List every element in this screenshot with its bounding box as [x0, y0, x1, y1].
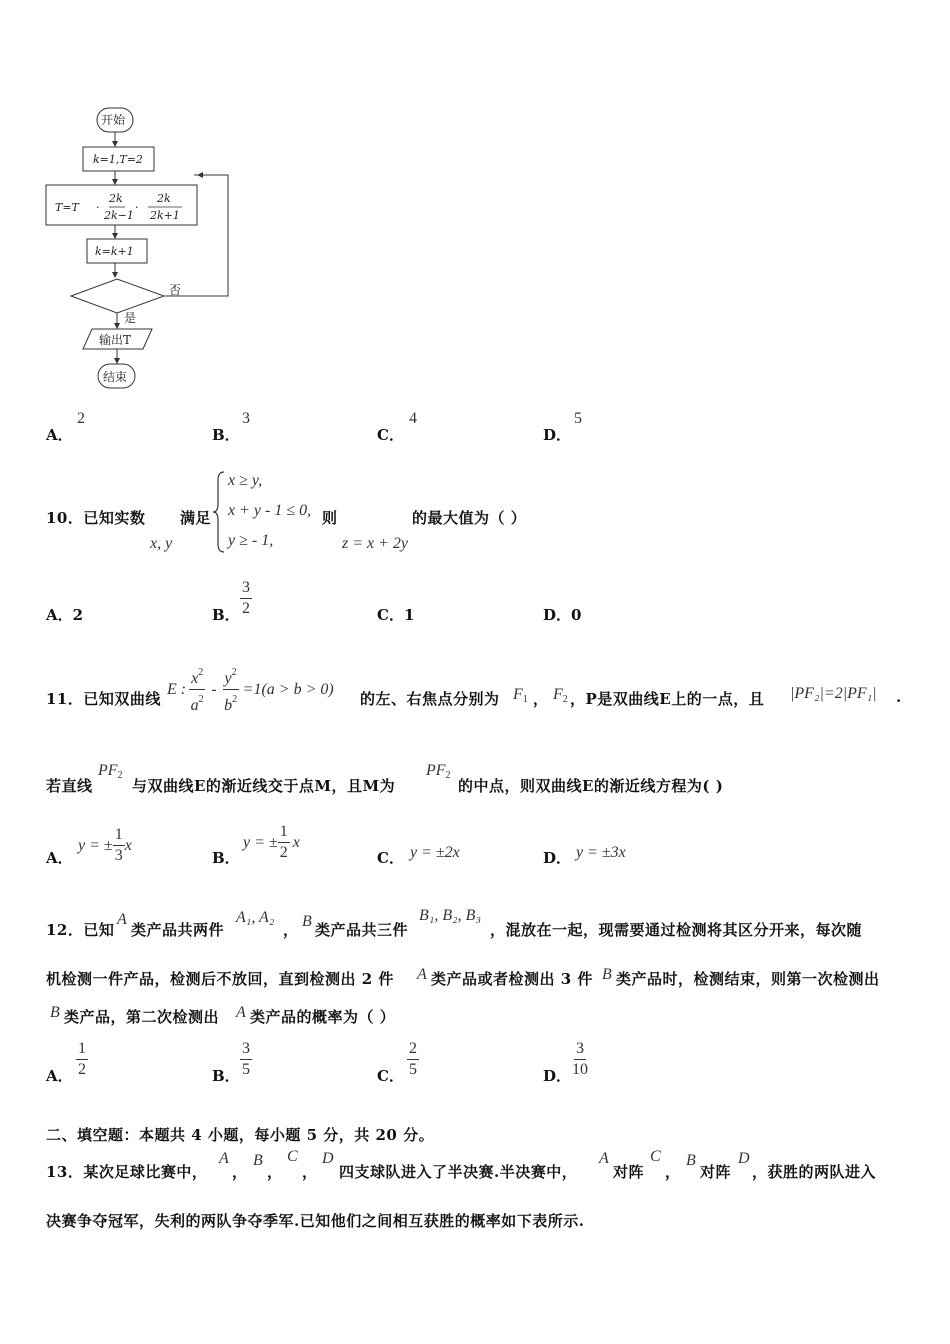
q11-option-d: D． — [543, 849, 572, 867]
flow-output-label: 输出T — [99, 333, 132, 347]
q12-text2: 类产品共两件 — [131, 921, 225, 939]
svg-text:·: · — [96, 201, 100, 214]
q12-line3-bvar: B — [50, 1004, 60, 1021]
q13-sep3: ， — [302, 1163, 318, 1181]
q13-stem: 13．某次足球比赛中， — [46, 1163, 208, 1181]
q12-text4: ，混放在一起，现需要通过检测将其区分开来，每次随 — [490, 921, 863, 939]
q12-option-a-frac: $\frac{1}{2}$ — [78, 1040, 86, 1078]
q12-b-items: B₁, B₂, B₃ — [419, 907, 482, 924]
q11-stem: 11．已知双曲线 — [46, 690, 161, 708]
flow-num1: 2k — [109, 192, 123, 205]
flow-start-label: 开始 — [101, 113, 126, 127]
q11-option-d-expr: y = ±3x — [576, 844, 626, 861]
q13-sep4: ， — [665, 1163, 681, 1181]
flow-den1: 2k−1 — [104, 209, 134, 222]
q12-line2-a: 机检测一件产品，检测后不放回，直到检测出 2 件 — [46, 970, 394, 988]
flow-no-label: 否 — [169, 283, 182, 297]
q12-option-d-frac: $\frac{3}{10}$ — [572, 1040, 588, 1078]
q10-option-c: C．1 — [377, 606, 415, 624]
q12-line2-avar: A — [417, 966, 427, 983]
q13-sep2: ， — [267, 1163, 283, 1181]
q9-option-b-value: 3 — [242, 410, 250, 427]
q9-option-b: B． — [212, 426, 240, 444]
flow-decision — [71, 279, 164, 313]
flow-yes-label: 是 — [124, 311, 137, 325]
q12-text3: 类产品共三件 — [315, 921, 409, 939]
q11-equation: E : $\frac{x^2}{a^2}$ - $\frac{y^2}{b^2}$ =1(a > b > 0) — [167, 663, 334, 716]
q11-option-b-expr: y = ± $\frac{1}{2}$ x — [243, 823, 300, 861]
q9-option-c-value: 4 — [409, 410, 417, 427]
q10-option-b-frac: $\frac{3}{2}$ — [242, 579, 250, 617]
flow-increment-label: k=k+1 — [95, 245, 134, 258]
q12-option-d: D． — [543, 1067, 572, 1085]
q12-option-a: A． — [46, 1067, 73, 1085]
q11-option-a-expr: y = ± $\frac{1}{3}$ x — [78, 826, 132, 864]
q12-b: B — [302, 913, 312, 930]
q11-option-c-expr: y = ±2x — [410, 844, 460, 861]
svg-text:·: · — [135, 201, 139, 214]
q12-option-b: B． — [212, 1067, 240, 1085]
q11-option-b: B． — [212, 849, 240, 867]
q9-option-d: D． — [543, 426, 572, 444]
q10-text1: 已知实数 — [83, 509, 146, 527]
q11-pf2-a: $PF_2$ — [98, 762, 123, 781]
q10-option-a: A．2 — [46, 606, 84, 624]
q13-team-a: A — [219, 1150, 229, 1167]
q10-target: z = x + 2y — [342, 535, 409, 552]
q11-comma: ， — [533, 690, 549, 708]
q13-line2: 决赛争夺冠军，失利的两队争夺季军.已知他们之间相互获胜的概率如下表所示. — [46, 1212, 585, 1230]
q13-team-a2: A — [599, 1150, 609, 1167]
q11-option-c: C． — [377, 849, 404, 867]
flow-den2: 2k+1 — [150, 209, 180, 222]
flow-num2: 2k — [157, 192, 171, 205]
q11-f1: $F_1$ — [513, 686, 528, 705]
q13-team-b2: B — [686, 1152, 696, 1169]
q11-f2: $F_2$ — [553, 686, 568, 705]
q10-system-line2: x + y - 1 ≤ 0, — [228, 502, 312, 519]
q10-stem — [46, 507, 145, 528]
q11-period: . — [896, 688, 902, 706]
q10-brace — [212, 470, 226, 554]
q10-option-b: B． — [212, 606, 240, 624]
q13-text3: ，获胜的两队进入 — [752, 1163, 877, 1181]
q11-option-a: A． — [46, 849, 73, 867]
q11-text2: 的左、右焦点分别为 — [360, 690, 500, 708]
q11-condition: |PF₂|=2|PF₁| — [790, 685, 877, 702]
q10-option-d: D．0 — [543, 606, 582, 624]
q12-option-b-frac: $\frac{3}{5}$ — [242, 1040, 250, 1078]
section-2-heading: 二、填空题：本题共 4 小题，每小题 5 分，共 20 分。 — [46, 1126, 435, 1144]
q11-pf2-b: $PF_2$ — [426, 762, 451, 781]
q9-option-c: C． — [377, 426, 404, 444]
q12-a-items: A₁, A₂ — [236, 909, 275, 926]
q12-option-c-frac: $\frac{2}{5}$ — [409, 1040, 417, 1078]
q10-text2: 满足 — [180, 509, 212, 527]
q10-system-line3: y ≥ - 1, — [228, 532, 274, 549]
q12-comma1: ， — [283, 921, 299, 939]
q11-line2-text2: 与双曲线E的渐近线交于点M，且M为 — [132, 777, 396, 795]
flow-update-lhs: T=T — [55, 201, 79, 214]
q13-text2: 四支球队进入了半决赛.半决赛中， — [339, 1163, 578, 1181]
q11-text3: ，P是双曲线E上的一点，且 — [570, 690, 765, 708]
q10-text3: 则 — [322, 509, 338, 527]
q11-line2-text3: 的中点，则双曲线E的渐近线方程为( ) — [458, 777, 724, 795]
q10-text4: 的最大值为（ ） — [412, 509, 527, 527]
q13-team-b: B — [253, 1152, 263, 1169]
q12-a: A — [117, 911, 127, 928]
q12-option-c: C． — [377, 1067, 404, 1085]
q13-team-c2: C — [650, 1148, 661, 1165]
q12-stem: 12．已知 — [46, 921, 115, 939]
q13-team-c: C — [287, 1148, 298, 1165]
q9-option-a-value: 2 — [77, 410, 85, 427]
q12-line3-b: 类产品的概率为（ ） — [250, 1008, 396, 1026]
q12-line3-avar: A — [236, 1004, 246, 1021]
flow-init-label: k=1,T=2 — [93, 153, 143, 166]
q12-line2-c: 类产品时，检测结束，则第一次检测出 — [616, 970, 880, 988]
q12-line3-a: 类产品，第二次检测出 — [64, 1008, 220, 1026]
q9-option-d-value: 5 — [574, 410, 582, 427]
q13-team-d: D — [322, 1150, 334, 1167]
flow-end-label: 结束 — [103, 370, 128, 384]
q10-number: 10． — [46, 509, 84, 527]
q13-vs1: 对阵 — [613, 1163, 645, 1181]
q13-vs2: 对阵 — [700, 1163, 732, 1181]
q9-option-a: A． — [46, 426, 73, 444]
q11-line2-text1: 若直线 — [46, 777, 93, 795]
flowchart — [40, 100, 240, 395]
q12-line2-bvar: B — [602, 966, 612, 983]
q10-system-line1: x ≥ y, — [228, 472, 263, 489]
q12-line2-b: 类产品或者检测出 3 件 — [431, 970, 593, 988]
q13-sep1: ， — [232, 1163, 248, 1181]
q10-vars: x, y — [150, 535, 173, 552]
q13-team-d2: D — [738, 1150, 750, 1167]
